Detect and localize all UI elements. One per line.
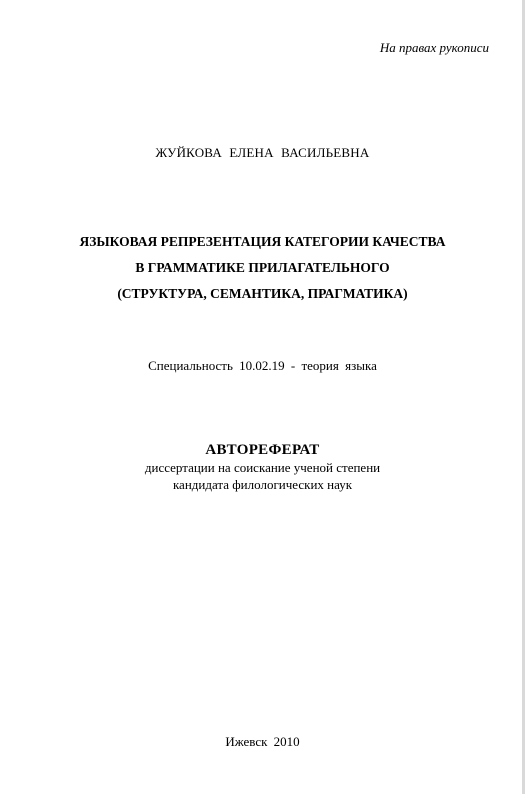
abstract-line-2: кандидата филологических наук <box>172 477 353 492</box>
author-name: ЖУЙКОВА ЕЛЕНА ВАСИЛЬЕВНА <box>155 145 370 160</box>
dissertation-title <box>0 229 525 307</box>
abstract-block <box>0 441 525 493</box>
title-line-2: В ГРАММАТИКЕ ПРИЛАГАТЕЛЬНОГО <box>135 260 390 275</box>
specialty-line: Специальность 10.02.19 - теория языка <box>148 358 377 373</box>
abstract-line-1: диссертации на соискание ученой степени <box>144 460 381 475</box>
place-year: Ижевск 2010 <box>225 734 300 749</box>
title-line-3: (СТРУКТУРА, СЕМАНТИКА, ПРАГМАТИКА) <box>117 286 408 301</box>
abstract-heading: АВТОРЕФЕРАТ <box>205 442 320 458</box>
title-line-1: ЯЗЫКОВАЯ РЕПРЕЗЕНТАЦИЯ КАТЕГОРИИ КАЧЕСТВА <box>79 234 446 249</box>
rights-note: На правах рукописи <box>379 40 489 55</box>
